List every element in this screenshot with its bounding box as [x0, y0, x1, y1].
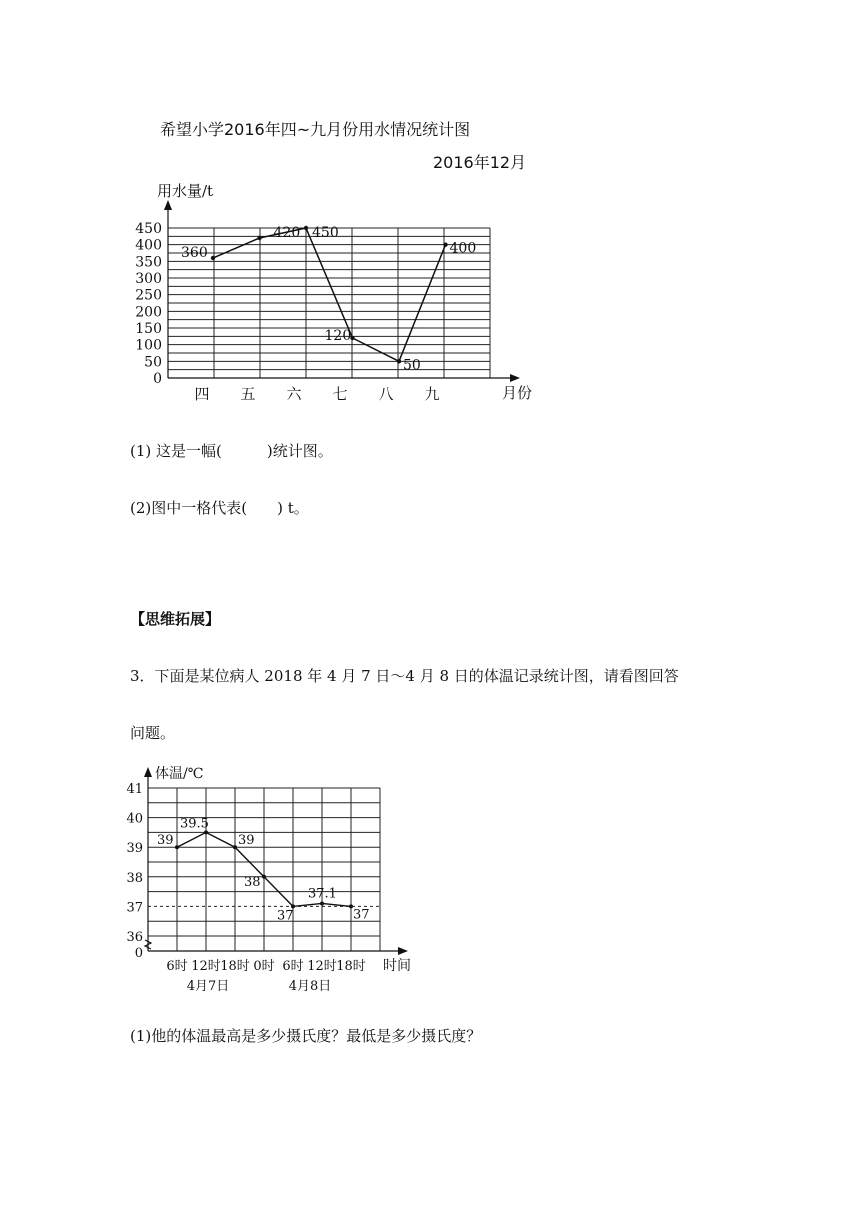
- question-2: (2)图中一格代表( ) t。: [130, 499, 309, 517]
- section-title: 【思维拓展】: [130, 610, 221, 628]
- chart1-xtick-label: 四: [194, 385, 210, 403]
- chart2-ytick-label: 0: [134, 946, 143, 961]
- chart2-data-point: [175, 845, 179, 849]
- chart2-data-point: [233, 845, 237, 849]
- problem3-line1: 3．下面是某位病人 2018 年 4 月 7 日～4 月 8 日的体温记录统计图，请看图回答: [130, 667, 679, 685]
- chart1-xtick-label: 五: [240, 385, 256, 403]
- chart2-data-label: 39: [238, 833, 255, 849]
- chart1-data-label: 420: [273, 225, 301, 241]
- chart2-xtick-label: 18时: [336, 959, 366, 974]
- chart1-ytick-label: 450: [135, 221, 162, 237]
- chart1-data-label: 360: [181, 245, 208, 261]
- chart2-x-axis-arrow: [398, 947, 408, 955]
- chart2-data-label: 37.1: [308, 886, 337, 902]
- chart2-ytick-label: 39: [126, 841, 143, 857]
- chart2-ytick-label: 36: [126, 930, 143, 945]
- chart2-data-label: 37: [353, 907, 370, 923]
- chart1-data-label: 50: [403, 357, 421, 374]
- chart2-xtick-label: 0时: [253, 959, 275, 974]
- chart1-ytick-label: 250: [135, 287, 162, 304]
- chart2-axes: [144, 767, 408, 955]
- chart2-xlabel: 时间: [383, 958, 411, 974]
- chart2-ytick-label: 38: [126, 870, 143, 886]
- chart1-data-label: 450: [312, 225, 339, 241]
- chart1-xlabel: 月份: [502, 384, 533, 402]
- chart2-xtick-label: 6时: [166, 959, 188, 974]
- chart1-ytick-label: 400: [135, 237, 162, 254]
- chart2-xtick-label: 12时: [191, 959, 221, 974]
- chart1-title: 希望小学2016年四~九月份用水情况统计图: [160, 120, 471, 139]
- chart1-xtick-label: 九: [424, 385, 440, 403]
- chart1-xtick-label: 六: [286, 385, 302, 403]
- chart1-data-label: 120: [324, 328, 352, 344]
- chart2-ylabel: 体温/℃: [155, 766, 204, 782]
- chart2-ytick-label: 37: [126, 900, 143, 916]
- chart2-date-label-2: 4月8日: [288, 979, 332, 994]
- chart2-data-label: 37: [277, 908, 294, 924]
- chart2-ytick-label: 40: [126, 811, 143, 827]
- chart2-date-label-1: 4月7日: [186, 979, 230, 994]
- question-1: (1) 这是一幅( )统计图。: [130, 442, 333, 460]
- chart2-xtick-label: 18时: [220, 959, 250, 974]
- chart1-ytick-label: 300: [135, 271, 162, 287]
- chart1-ytick-label: 50: [144, 354, 162, 371]
- chart2-xtick-label: 12时: [307, 959, 337, 974]
- chart2-axis-break: [145, 940, 151, 949]
- chart1-date: 2016年12月: [433, 153, 527, 172]
- chart2-data-point: [262, 875, 266, 879]
- chart2-y-axis-arrow: [144, 767, 152, 777]
- chart2-grid: [148, 788, 380, 951]
- chart1-ytick-label: 350: [135, 254, 162, 271]
- chart2-data-label: 39: [157, 833, 174, 849]
- chart1-ytick-label: 150: [135, 321, 162, 337]
- problem3-question-1: (1)他的体温最高是多少摄氏度？最低是多少摄氏度？: [130, 1027, 482, 1045]
- chart1-ylabel: 用水量/t: [157, 182, 214, 200]
- chart2-xtick-label: 6时: [282, 959, 304, 974]
- chart2-data-label: 38: [244, 874, 261, 890]
- chart1-ytick-label: 200: [135, 304, 162, 321]
- chart1-ytick-label: 0: [153, 371, 162, 387]
- problem3-line2: 问题。: [130, 724, 176, 742]
- chart2-data-point: [320, 901, 324, 905]
- chart2-ytick-label: 41: [126, 782, 143, 797]
- chart1-ytick-label: 100: [135, 337, 162, 354]
- chart1-xtick-label: 七: [332, 385, 348, 403]
- chart2-data-label: 39.5: [180, 816, 209, 832]
- chart1-data-label: 400: [449, 240, 477, 257]
- chart1-xtick-label: 八: [378, 385, 394, 403]
